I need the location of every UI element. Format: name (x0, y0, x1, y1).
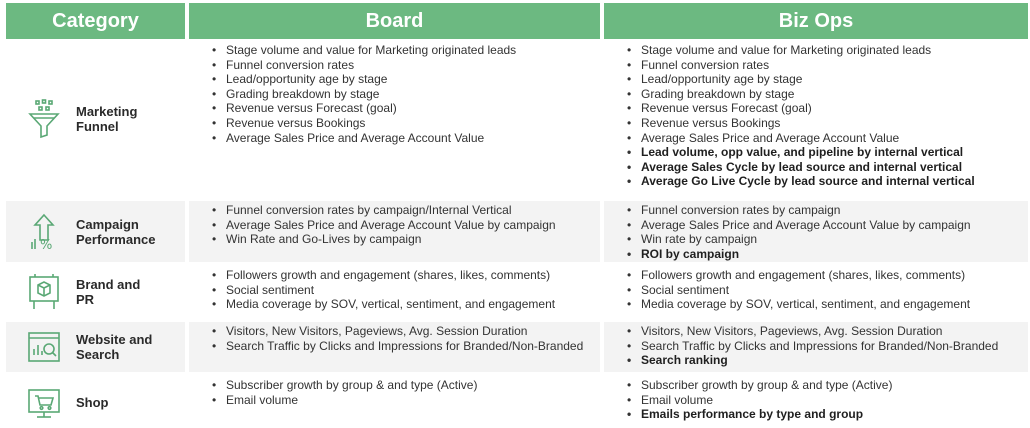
bizops-cell (604, 376, 1028, 428)
list-item-highlight: • Search ranking (626, 353, 1028, 368)
list-item: • Revenue versus Bookings (211, 116, 600, 131)
category-cell (6, 201, 185, 262)
list-item: • Search Traffic by Clicks and Impressions for Branded/Non-Branded (211, 339, 600, 354)
bizops-cell (604, 41, 1028, 197)
list-item-highlight: • ROI by campaign (626, 247, 1028, 262)
list-item-highlight: • Lead volume, opp value, and pipeline by internal vertical (626, 145, 1028, 160)
list-item-highlight: • Emails performance by type and group (626, 407, 1028, 422)
row-brand-pr (6, 266, 1028, 318)
header-board: Board (189, 3, 600, 39)
row-marketing-funnel (6, 41, 1028, 197)
list-item: • Average Sales Price and Average Account Value by campaign (211, 218, 600, 233)
list-item: • Average Sales Price and Average Account Value (211, 131, 600, 146)
list-item: • Social sentiment (626, 283, 1028, 298)
list-item: • Average Sales Price and Average Account Value by campaign (626, 218, 1028, 233)
list-item: • Win rate by campaign (626, 232, 1028, 247)
board-cell (189, 266, 600, 318)
bizops-cell (604, 266, 1028, 318)
billboard-icon (26, 270, 62, 314)
list-item: • Visitors, New Visitors, Pageviews, Avg. Session Duration (626, 324, 1028, 339)
list-item: • Followers growth and engagement (shares, likes, comments) (626, 268, 1028, 283)
list-item: • Subscriber growth by group & and type (Active) (626, 378, 1028, 393)
growth-percent-icon (26, 210, 62, 254)
shop-cart-icon (26, 380, 62, 424)
list-item: • Average Sales Price and Average Account Value (626, 131, 1028, 146)
list-item: • Stage volume and value for Marketing originated leads (211, 43, 600, 58)
list-item: • Win Rate and Go-Lives by campaign (211, 232, 600, 247)
board-cell (189, 322, 600, 372)
bizops-cell (604, 201, 1028, 262)
category-label: Shop (76, 394, 109, 410)
list-item: • Lead/opportunity age by stage (626, 72, 1028, 87)
list-item: • Followers growth and engagement (shares, likes, comments) (211, 268, 600, 283)
row-website-search (6, 322, 1028, 372)
list-item: • Funnel conversion rates by campaign/Internal Vertical (211, 203, 600, 218)
list-item: • Revenue versus Forecast (goal) (626, 101, 1028, 116)
header-bizops: Biz Ops (604, 3, 1028, 39)
list-item: • Media coverage by SOV, vertical, sentiment, and engagement (626, 297, 1028, 312)
category-label: Brand and PR (76, 277, 141, 307)
category-label: Website and Search (76, 332, 153, 362)
bizops-cell (604, 322, 1028, 372)
list-item-highlight: • Average Go Live Cycle by lead source and internal vertical (626, 174, 1028, 189)
list-item: • Media coverage by SOV, vertical, sentiment, and engagement (211, 297, 600, 312)
category-label: Marketing Funnel (76, 104, 138, 134)
board-cell (189, 41, 600, 197)
funnel-icon (26, 97, 62, 141)
list-item: • Revenue versus Forecast (goal) (211, 101, 600, 116)
web-analytics-icon (26, 325, 62, 369)
category-cell (6, 266, 185, 318)
list-item: • Visitors, New Visitors, Pageviews, Avg. Session Duration (211, 324, 600, 339)
svg-text:%: % (40, 237, 53, 252)
list-item: • Grading breakdown by stage (626, 87, 1028, 102)
list-item: • Revenue versus Bookings (626, 116, 1028, 131)
category-cell (6, 41, 185, 197)
header-category: Category (6, 3, 185, 39)
board-cell (189, 201, 600, 262)
list-item: • Subscriber growth by group & and type (Active) (211, 378, 600, 393)
category-cell (6, 376, 185, 428)
row-shop (6, 376, 1028, 428)
list-item: • Email volume (211, 393, 600, 408)
table-header (6, 3, 1028, 39)
list-item: • Stage volume and value for Marketing originated leads (626, 43, 1028, 58)
list-item: • Funnel conversion rates (211, 58, 600, 73)
category-label: Campaign Performance (76, 216, 156, 247)
list-item: • Search Traffic by Clicks and Impressions for Branded/Non-Branded (626, 339, 1028, 354)
row-campaign-performance (6, 201, 1028, 262)
list-item: • Social sentiment (211, 283, 600, 298)
list-item-highlight: • Average Sales Cycle by lead source and internal vertical (626, 160, 1028, 175)
list-item: • Email volume (626, 393, 1028, 408)
list-item: • Lead/opportunity age by stage (211, 72, 600, 87)
list-item: • Funnel conversion rates by campaign (626, 203, 1028, 218)
category-cell (6, 322, 185, 372)
list-item: • Grading breakdown by stage (211, 87, 600, 102)
board-cell (189, 376, 600, 428)
list-item: • Funnel conversion rates (626, 58, 1028, 73)
